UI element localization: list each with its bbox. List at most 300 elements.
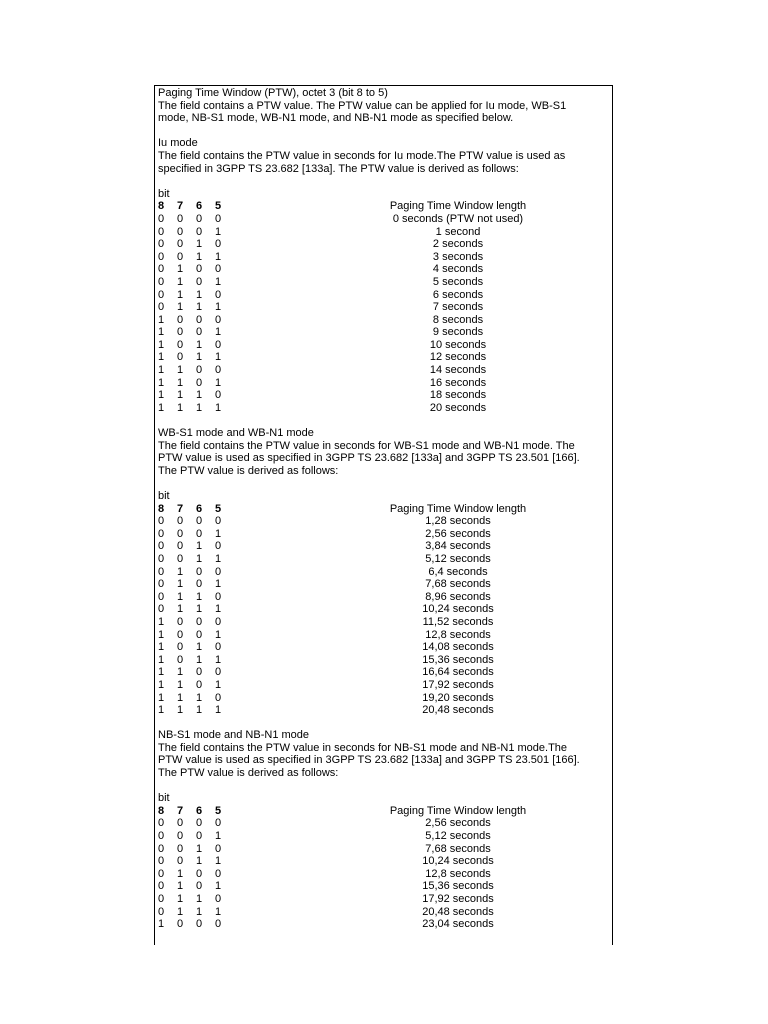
length-value: 2,56 seconds xyxy=(425,817,491,830)
bit-value: 0 xyxy=(215,817,222,830)
length-value: 20,48 seconds xyxy=(422,905,494,918)
bit-values xyxy=(158,528,308,541)
table-row xyxy=(158,591,612,604)
bit-value: 0 xyxy=(177,527,184,540)
bit-value: 0 xyxy=(215,842,222,855)
bit-header: 7 xyxy=(177,200,184,213)
bit-value: 0 xyxy=(177,918,184,931)
length-value: 12,8 seconds xyxy=(425,628,491,641)
bit-value: 0 xyxy=(215,238,222,251)
bit-values xyxy=(158,616,308,629)
bit-value: 1 xyxy=(196,338,203,351)
bit-value: 1 xyxy=(158,641,165,654)
bit-value: 0 xyxy=(158,238,165,251)
mode-description-line: The field contains the PTW value in seconds for Iu mode.The PTW value is used as xyxy=(158,149,566,162)
spacer xyxy=(158,175,612,188)
bit-headers xyxy=(158,200,308,213)
bit-values xyxy=(158,515,308,528)
bit-header: 5 xyxy=(215,502,222,515)
bit-value: 1 xyxy=(177,880,184,893)
bit-value: 1 xyxy=(158,666,165,679)
table-row xyxy=(158,817,612,830)
bit-value: 0 xyxy=(177,830,184,843)
mode-title: Iu mode xyxy=(158,137,198,150)
bit-value: 1 xyxy=(215,552,222,565)
length-value: 23,04 seconds xyxy=(422,918,494,931)
bit-values xyxy=(158,666,308,679)
bit-value: 1 xyxy=(215,628,222,641)
spacer xyxy=(158,414,612,427)
bit-value: 1 xyxy=(177,905,184,918)
bit-value: 1 xyxy=(196,552,203,565)
bit-values xyxy=(158,351,308,364)
length-value: 16,64 seconds xyxy=(422,666,494,679)
bit-value: 0 xyxy=(215,918,222,931)
bit-value: 0 xyxy=(177,540,184,553)
bit-value: 0 xyxy=(158,212,165,225)
bit-value: 1 xyxy=(215,250,222,263)
bit-value: 0 xyxy=(196,376,203,389)
table-row xyxy=(158,906,612,919)
bit-value: 0 xyxy=(196,578,203,591)
bit-value: 0 xyxy=(158,515,165,528)
bit-value: 0 xyxy=(196,880,203,893)
bit-values xyxy=(158,830,308,843)
bit-value: 0 xyxy=(177,552,184,565)
bit-value: 1 xyxy=(196,590,203,603)
bit-value: 0 xyxy=(215,590,222,603)
bit-value: 0 xyxy=(177,817,184,830)
length-value: 10 seconds xyxy=(429,338,487,351)
mode-description-line: specified in 3GPP TS 23.682 [133a]. The PTW value is derived as follows: xyxy=(158,162,519,175)
bit-value: 1 xyxy=(196,905,203,918)
bit-values xyxy=(158,817,308,830)
length-value: 2 seconds xyxy=(432,238,484,251)
bit-value: 0 xyxy=(177,653,184,666)
length-header: Paging Time Window length xyxy=(389,200,527,213)
table-row xyxy=(158,868,612,881)
bit-values xyxy=(158,880,308,893)
mode-description-line: The field contains the PTW value in seconds for WB-S1 mode and WB-N1 mode. The xyxy=(158,439,575,452)
table-row xyxy=(158,289,612,302)
length-value: 15,36 seconds xyxy=(422,880,494,893)
mode-title: WB-S1 mode and WB-N1 mode xyxy=(158,427,314,440)
bit-value: 0 xyxy=(158,830,165,843)
length-value: 18 seconds xyxy=(429,389,487,402)
bit-value: 0 xyxy=(177,855,184,868)
bit-value: 1 xyxy=(158,389,165,402)
bit-values xyxy=(158,641,308,654)
bit-value: 0 xyxy=(177,641,184,654)
table-row xyxy=(158,226,612,239)
length-value: 0 seconds (PTW not used) xyxy=(392,212,524,225)
bit-header: 8 xyxy=(158,200,165,213)
bit-value: 1 xyxy=(196,641,203,654)
bit-value: 0 xyxy=(177,515,184,528)
table-row xyxy=(158,389,612,402)
mode-description-line: The PTW value is derived as follows: xyxy=(158,767,339,780)
bit-value: 1 xyxy=(196,691,203,704)
table-row xyxy=(158,238,612,251)
length-value: 14,08 seconds xyxy=(422,641,494,654)
bit-values xyxy=(158,553,308,566)
bit-value: 0 xyxy=(196,263,203,276)
bit-value: 0 xyxy=(196,212,203,225)
bit-value: 0 xyxy=(158,905,165,918)
bit-value: 0 xyxy=(215,893,222,905)
bit-value: 0 xyxy=(177,225,184,238)
bit-values xyxy=(158,251,308,264)
bit-value: 1 xyxy=(177,301,184,314)
bit-values xyxy=(158,578,308,591)
table-row xyxy=(158,880,612,893)
length-value: 3,84 seconds xyxy=(425,540,491,553)
bit-value: 1 xyxy=(196,250,203,263)
spacer xyxy=(158,125,612,138)
bit-value: 0 xyxy=(215,867,222,880)
table-row xyxy=(158,515,612,528)
bit-header: 8 xyxy=(158,804,165,817)
bit-values xyxy=(158,566,308,579)
bit-value: 0 xyxy=(158,855,165,868)
bit-value: 1 xyxy=(177,704,184,717)
mode-description-line: PTW value is used as specified in 3GPP TS 23.682 [133a] and 3GPP TS 23.501 [166]. xyxy=(158,452,580,465)
bit-values xyxy=(158,906,308,919)
mode-description-line: The field contains the PTW value in seconds for NB-S1 mode and NB-N1 mode.The xyxy=(158,741,568,754)
length-value: 5,12 seconds xyxy=(425,552,491,565)
bit-values xyxy=(158,276,308,289)
bit-label: bit xyxy=(158,490,170,502)
table-row xyxy=(158,263,612,276)
bit-value: 1 xyxy=(196,653,203,666)
table-header-row xyxy=(158,805,612,818)
bit-value: 0 xyxy=(215,515,222,528)
bit-value: 1 xyxy=(215,527,222,540)
bit-value: 1 xyxy=(177,389,184,402)
bit-value: 0 xyxy=(196,225,203,238)
bit-headers xyxy=(158,805,308,818)
length-header: Paging Time Window length xyxy=(389,502,527,515)
length-value: 11,52 seconds xyxy=(422,615,494,628)
table-row xyxy=(158,654,612,667)
bit-value: 1 xyxy=(177,401,184,414)
bit-values xyxy=(158,402,308,415)
bit-value: 1 xyxy=(158,628,165,641)
bit-value: 1 xyxy=(196,301,203,314)
bit-value: 0 xyxy=(196,515,203,528)
length-value: 20 seconds xyxy=(429,401,487,414)
bit-value: 1 xyxy=(158,678,165,691)
length-value: 7,68 seconds xyxy=(425,578,491,591)
bit-value: 0 xyxy=(158,250,165,263)
bit-value: 1 xyxy=(177,275,184,288)
bit-value: 0 xyxy=(196,918,203,931)
table-row xyxy=(158,629,612,642)
bit-value: 1 xyxy=(215,603,222,616)
bit-value: 1 xyxy=(196,842,203,855)
bit-value: 1 xyxy=(177,288,184,301)
bit-value: 0 xyxy=(177,842,184,855)
bit-values xyxy=(158,692,308,705)
bit-value: 0 xyxy=(196,275,203,288)
intro-line-2: mode, NB-S1 mode, WB-N1 mode, and NB-N1 mode as specified below. xyxy=(158,112,514,125)
table-row xyxy=(158,641,612,654)
length-value: 6,4 seconds xyxy=(428,565,488,578)
bit-values xyxy=(158,226,308,239)
bit-value: 0 xyxy=(158,603,165,616)
length-value: 17,92 seconds xyxy=(422,678,494,691)
table-row xyxy=(158,402,612,415)
document-content xyxy=(155,86,612,931)
document-title: Paging Time Window (PTW), octet 3 (bit 8 to 5) xyxy=(158,87,388,99)
length-value: 12 seconds xyxy=(429,351,487,364)
bit-value: 0 xyxy=(158,263,165,276)
bit-value: 1 xyxy=(158,918,165,931)
bit-value: 1 xyxy=(158,376,165,389)
bit-header: 5 xyxy=(215,200,222,213)
bit-header: 8 xyxy=(158,502,165,515)
bit-value: 1 xyxy=(196,704,203,717)
bit-value: 0 xyxy=(196,678,203,691)
length-value: 12,8 seconds xyxy=(425,867,491,880)
bit-value: 1 xyxy=(196,401,203,414)
bit-value: 1 xyxy=(177,691,184,704)
bit-value: 0 xyxy=(158,842,165,855)
table-row xyxy=(158,553,612,566)
length-value: 2,56 seconds xyxy=(425,527,491,540)
bit-header: 5 xyxy=(215,804,222,817)
bit-value: 0 xyxy=(196,830,203,843)
bit-values xyxy=(158,314,308,327)
bit-value: 0 xyxy=(215,338,222,351)
table-row xyxy=(158,566,612,579)
length-value: 20,48 seconds xyxy=(422,704,494,717)
bit-value: 1 xyxy=(158,326,165,339)
length-value: 8 seconds xyxy=(432,313,484,326)
table-row xyxy=(158,830,612,843)
table-row xyxy=(158,364,612,377)
table-row xyxy=(158,666,612,679)
table-row xyxy=(158,918,612,931)
bit-value: 1 xyxy=(196,855,203,868)
bit-header: 6 xyxy=(196,200,203,213)
bit-value: 1 xyxy=(215,855,222,868)
bit-value: 0 xyxy=(158,893,165,905)
bit-header: 6 xyxy=(196,502,203,515)
length-value: 3 seconds xyxy=(432,250,484,263)
table-row xyxy=(158,843,612,856)
length-value: 10,24 seconds xyxy=(422,603,494,616)
table-row xyxy=(158,528,612,541)
bit-value: 1 xyxy=(158,401,165,414)
bit-value: 1 xyxy=(215,275,222,288)
length-value: 7 seconds xyxy=(432,301,484,314)
bit-value: 0 xyxy=(215,389,222,402)
bit-header: 7 xyxy=(177,804,184,817)
length-value: 17,92 seconds xyxy=(422,893,494,905)
bit-value: 0 xyxy=(158,817,165,830)
bit-value: 1 xyxy=(177,376,184,389)
table-row xyxy=(158,603,612,616)
table-row xyxy=(158,326,612,339)
bit-value: 0 xyxy=(215,666,222,679)
length-value: 5,12 seconds xyxy=(425,830,491,843)
bit-value: 0 xyxy=(177,628,184,641)
table-row xyxy=(158,301,612,314)
length-value: 5 seconds xyxy=(432,275,484,288)
length-value: 15,36 seconds xyxy=(422,653,494,666)
table-row xyxy=(158,704,612,717)
bit-value: 1 xyxy=(177,867,184,880)
bit-value: 0 xyxy=(158,225,165,238)
mode-description-line: The PTW value is derived as follows: xyxy=(158,464,339,477)
spacer xyxy=(158,717,612,730)
bit-values xyxy=(158,238,308,251)
bit-value: 1 xyxy=(158,351,165,364)
bit-headers xyxy=(158,503,308,516)
bit-values xyxy=(158,629,308,642)
table-row xyxy=(158,339,612,352)
bit-value: 0 xyxy=(196,817,203,830)
bit-values xyxy=(158,339,308,352)
bit-value: 1 xyxy=(215,326,222,339)
length-header: Paging Time Window length xyxy=(389,804,527,817)
bit-value: 1 xyxy=(177,590,184,603)
table-row xyxy=(158,276,612,289)
bit-value: 0 xyxy=(215,540,222,553)
bit-value: 0 xyxy=(215,565,222,578)
bit-value: 1 xyxy=(215,351,222,364)
length-value: 4 seconds xyxy=(432,263,484,276)
bit-value: 1 xyxy=(196,603,203,616)
length-value: 9 seconds xyxy=(432,326,484,339)
bit-values xyxy=(158,326,308,339)
bit-value: 0 xyxy=(177,615,184,628)
document-frame xyxy=(154,85,613,945)
bit-value: 0 xyxy=(158,552,165,565)
table-header-row xyxy=(158,200,612,213)
table-row xyxy=(158,893,612,906)
intro-line-1: The field contains a PTW value. The PTW value can be applied for Iu mode, WB-S1 xyxy=(158,99,567,112)
bit-value: 1 xyxy=(196,893,203,905)
bit-value: 1 xyxy=(177,364,184,377)
table-row xyxy=(158,213,612,226)
bit-values xyxy=(158,364,308,377)
bit-values xyxy=(158,540,308,553)
bit-value: 0 xyxy=(177,351,184,364)
bit-value: 1 xyxy=(177,565,184,578)
bit-value: 1 xyxy=(177,578,184,591)
table-row xyxy=(158,578,612,591)
length-value: 8,96 seconds xyxy=(425,590,491,603)
spacer xyxy=(158,477,612,490)
bit-value: 0 xyxy=(196,666,203,679)
spacer xyxy=(158,780,612,793)
bit-values xyxy=(158,893,308,906)
bit-value: 0 xyxy=(158,590,165,603)
bit-value: 1 xyxy=(215,678,222,691)
bit-value: 1 xyxy=(196,238,203,251)
bit-value: 1 xyxy=(158,313,165,326)
bit-value: 1 xyxy=(215,301,222,314)
table-row xyxy=(158,692,612,705)
table-row xyxy=(158,540,612,553)
bit-value: 1 xyxy=(177,603,184,616)
bit-value: 1 xyxy=(177,263,184,276)
mode-description-line: PTW value is used as specified in 3GPP TS 23.682 [133a] and 3GPP TS 23.501 [166]. xyxy=(158,754,580,767)
bit-value: 0 xyxy=(215,364,222,377)
bit-value: 0 xyxy=(196,326,203,339)
table-row xyxy=(158,377,612,390)
bit-value: 1 xyxy=(215,653,222,666)
bit-values xyxy=(158,918,308,931)
bit-values xyxy=(158,301,308,314)
bit-values xyxy=(158,603,308,616)
table-row xyxy=(158,679,612,692)
bit-value: 0 xyxy=(196,615,203,628)
sections-container xyxy=(158,137,612,930)
bit-value: 1 xyxy=(177,666,184,679)
length-value: 14 seconds xyxy=(429,364,487,377)
bit-header: 7 xyxy=(177,502,184,515)
bit-values xyxy=(158,263,308,276)
bit-value: 1 xyxy=(158,615,165,628)
bit-value: 1 xyxy=(196,288,203,301)
bit-label: bit xyxy=(158,792,170,805)
bit-value: 1 xyxy=(158,338,165,351)
bit-value: 0 xyxy=(215,288,222,301)
mode-title: NB-S1 mode and NB-N1 mode xyxy=(158,729,310,742)
bit-value: 0 xyxy=(158,275,165,288)
length-value: 6 seconds xyxy=(432,288,484,301)
bit-value: 0 xyxy=(215,641,222,654)
bit-values xyxy=(158,389,308,402)
bit-value: 0 xyxy=(158,578,165,591)
bit-value: 0 xyxy=(196,565,203,578)
bit-value: 0 xyxy=(215,691,222,704)
bit-value: 0 xyxy=(196,313,203,326)
table-row xyxy=(158,251,612,264)
bit-value: 0 xyxy=(158,288,165,301)
bit-value: 1 xyxy=(158,653,165,666)
bit-value: 0 xyxy=(215,212,222,225)
bit-values xyxy=(158,679,308,692)
bit-value: 1 xyxy=(215,578,222,591)
bit-value: 1 xyxy=(215,880,222,893)
length-value: 7,68 seconds xyxy=(425,842,491,855)
bit-value: 0 xyxy=(196,628,203,641)
bit-value: 1 xyxy=(215,376,222,389)
bit-value: 0 xyxy=(177,326,184,339)
length-value: 10,24 seconds xyxy=(422,855,494,868)
bit-value: 0 xyxy=(196,867,203,880)
bit-values xyxy=(158,289,308,302)
bit-value: 1 xyxy=(196,389,203,402)
bit-value: 0 xyxy=(177,212,184,225)
bit-value: 0 xyxy=(158,540,165,553)
bit-values xyxy=(158,843,308,856)
bit-header: 6 xyxy=(196,804,203,817)
table-row xyxy=(158,351,612,364)
bit-value: 0 xyxy=(215,615,222,628)
bit-values xyxy=(158,377,308,390)
bit-value: 0 xyxy=(158,880,165,893)
bit-value: 0 xyxy=(177,313,184,326)
bit-value: 0 xyxy=(158,301,165,314)
bit-value: 0 xyxy=(196,364,203,377)
bit-value: 0 xyxy=(215,313,222,326)
bit-value: 1 xyxy=(215,905,222,918)
